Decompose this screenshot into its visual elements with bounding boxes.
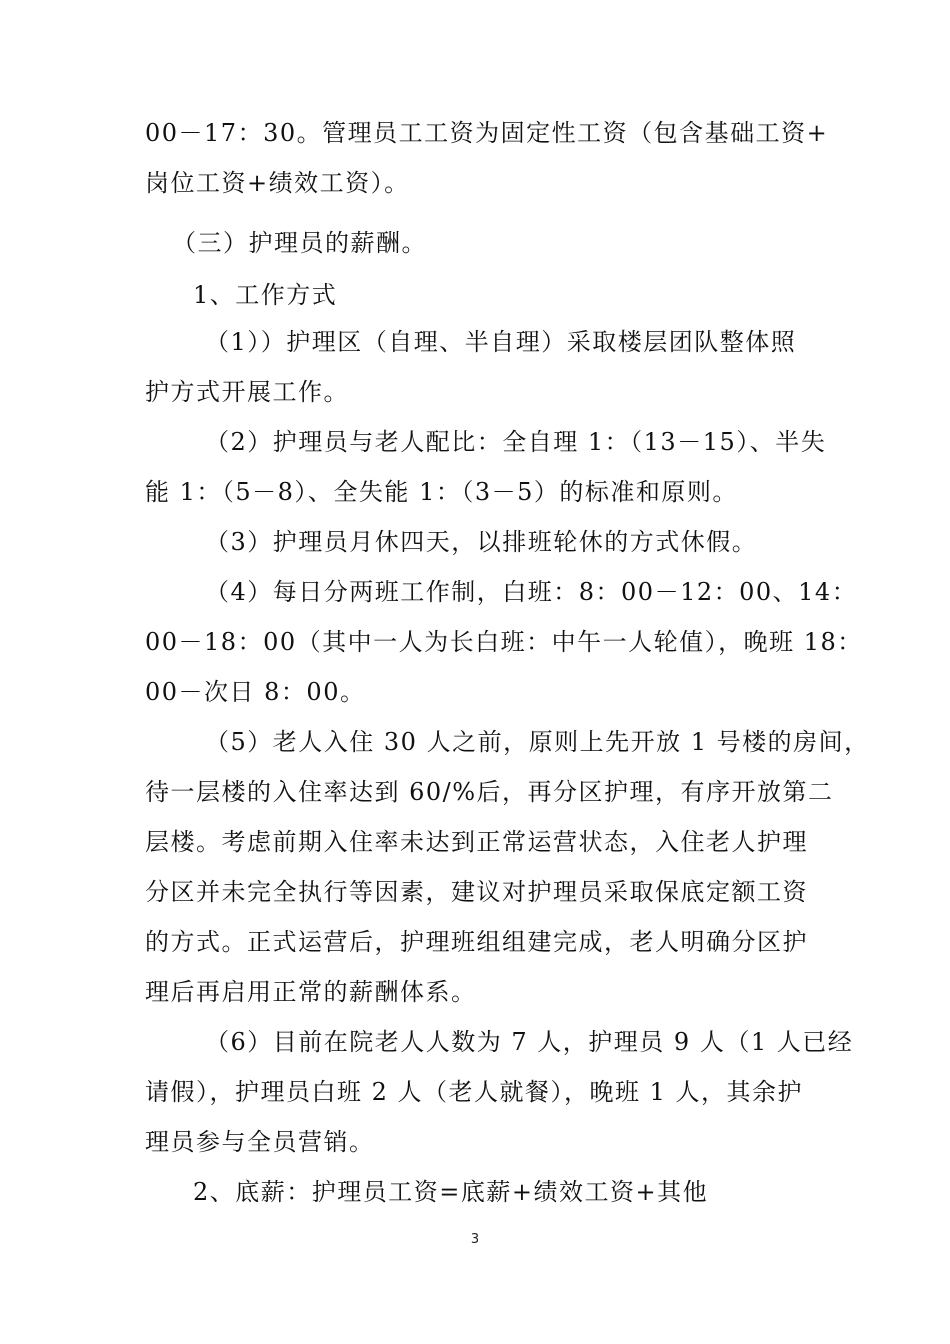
text-line: 请假），护理员白班 2 人（老人就餐），晚班 1 人，其余护 bbox=[145, 1078, 804, 1106]
text-line: 待一层楼的入住率达到 60/%后，再分区护理，有序开放第二 bbox=[145, 778, 834, 806]
text-line: 00－18：00（其中一人为长白班：中午一人轮值），晚班 18： bbox=[145, 628, 863, 656]
text-line: （4）每日分两班工作制，白班：8：00－12：00、14： bbox=[205, 578, 858, 606]
page-number: 3 bbox=[470, 1232, 480, 1247]
text-line: （2）护理员与老人配比：全自理 1：（13－15）、半失 bbox=[205, 428, 827, 456]
section-heading: （三）护理员的薪酬。 bbox=[172, 229, 427, 257]
text-line: （6）目前在院老人人数为 7 人，护理员 9 人（1 人已经 bbox=[205, 1028, 854, 1056]
text-line: 00－次日 8：00。 bbox=[145, 678, 366, 706]
text-line: （1））护理区（自理、半自理）采取楼层团队整体照 bbox=[205, 328, 797, 356]
text-line: （5）老人入住 30 人之前，原则上先开放 1 号楼的房间， bbox=[205, 728, 870, 756]
text-line: 理后再启用正常的薪酬体系。 bbox=[145, 978, 477, 1006]
text-line: 能 1：（5－8）、全失能 1：（3－5）的标准和原则。 bbox=[145, 478, 738, 506]
text-line: 岗位工资+绩效工资）。 bbox=[145, 169, 410, 197]
subsection-heading: 2、底薪：护理员工资=底薪+绩效工资+其他 bbox=[193, 1178, 709, 1206]
text-line: 00－17：30。管理员工工资为固定性工资（包含基础工资+ bbox=[145, 119, 829, 147]
text-line: 分区并未完全执行等因素，建议对护理员采取保底定额工资 bbox=[145, 878, 808, 906]
text-line: 理员参与全员营销。 bbox=[145, 1128, 375, 1156]
subsection-heading: 1、工作方式 bbox=[193, 281, 338, 309]
text-line: （3）护理员月休四天，以排班轮休的方式休假。 bbox=[205, 528, 758, 556]
text-line: 的方式。正式运营后，护理班组组建完成，老人明确分区护 bbox=[145, 928, 808, 956]
text-line: 层楼。考虑前期入住率未达到正常运营状态，入住老人护理 bbox=[145, 828, 808, 856]
text-line: 护方式开展工作。 bbox=[145, 378, 349, 406]
